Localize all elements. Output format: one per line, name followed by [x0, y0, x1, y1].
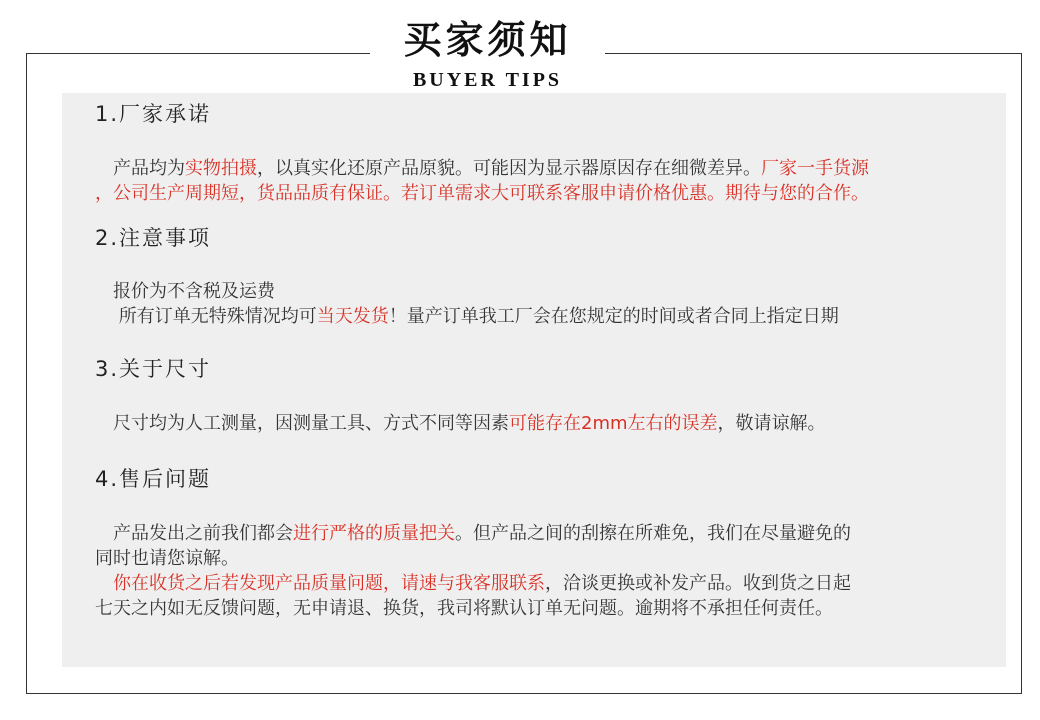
section-title-after-sales: 4.售后问题 — [95, 467, 212, 491]
section-text-size — [95, 411, 995, 436]
text-line: 尺寸均为人工测量，因测量工具、方式不同等因素可能存在2mm左右的误差，敬请谅解。 — [95, 413, 826, 434]
page-subtitle: BUYER TIPS — [412, 69, 563, 91]
section-title-manufacturer-promise: 1.厂家承诺 — [95, 102, 212, 126]
section-text-after-sales — [95, 521, 995, 621]
section-title-size: 3.关于尺寸 — [95, 357, 212, 381]
content-panel — [62, 93, 1006, 667]
section-title-notes: 2.注意事项 — [95, 226, 212, 250]
section-text-manufacturer-promise — [95, 156, 995, 206]
section-text-notes — [95, 279, 995, 329]
text-line: 报价为不含税及运费 — [95, 281, 275, 302]
text-line: 你在收货之后若发现产品质量问题，请速与我客服联系，洽谈更换或补发产品。收到货之日起 — [113, 573, 851, 594]
text-line: 产品发出之前我们都会进行严格的质量把关。但产品之间的刮擦在所难免，我们在尽量避免的 — [95, 523, 851, 544]
text-line: 同时也请您谅解。 — [95, 548, 239, 569]
text-line: 产品均为实物拍摄，以真实化还原产品原貌。可能因为显示器原因存在细微差异。厂家一手货源 — [95, 158, 869, 179]
page-title: 买家须知 — [403, 17, 572, 62]
text-line: ，公司生产周期短，货品品质有保证。若订单需求大可联系客服申请价格优惠。期待与您的合作。 — [95, 183, 869, 204]
text-line: 所有订单无特殊情况均可当天发货！量产订单我工厂会在您规定的时间或者合同上指定日期 — [95, 306, 839, 327]
text-line: 七天之内如无反馈问题，无申请退、换货，我司将默认订单无问题。逾期将不承担任何责任。 — [95, 598, 833, 619]
